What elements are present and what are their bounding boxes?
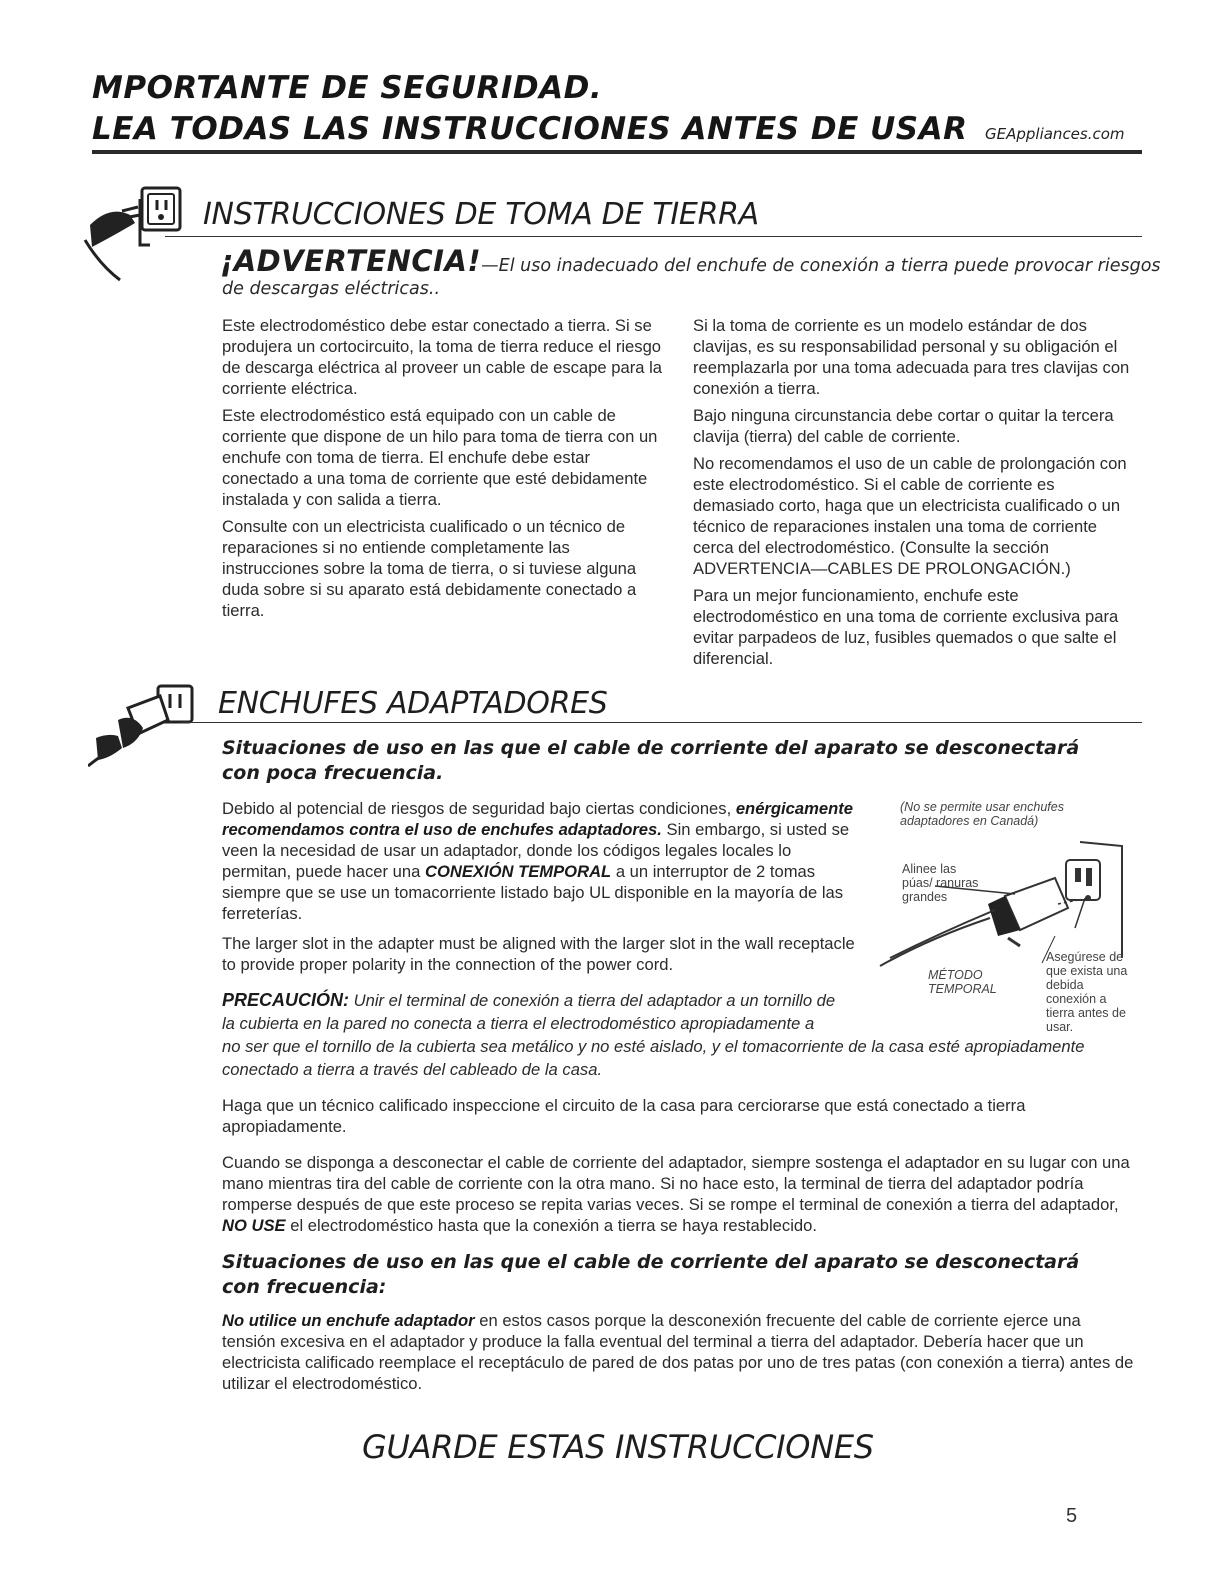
- paragraph: Para un mejor funcionamiento, enchufe este electrodoméstico en una toma de corriente exclusiva para evitar parpadeos de luz, fusibles quemados o que salte el diferencial.: [693, 586, 1119, 668]
- text: Debido al potencial de riesgos de seguridad bajo ciertas condiciones,: [222, 799, 732, 818]
- emphasis-text: NO USE: [222, 1216, 286, 1235]
- emphasis-text: CONEXIÓN TEMPORAL: [424, 862, 612, 881]
- grounding-left-column: [222, 315, 670, 627]
- paragraph: Si la toma de corriente es un modelo estándar de dos clavijas, es su responsabilidad personal y su obligación el reemplazarla por una toma adecuada para tres clavijas con conexión a tierra.: [693, 316, 1130, 398]
- adapters-paragraph-5: [222, 1310, 1137, 1394]
- header-rule: [92, 150, 1142, 154]
- paragraph: Este electrodoméstico debe estar conectado a tierra. Si se produjera un cortocircuito, la toma de tierra reduce el riesgo de descarga eléctrica al proveer un cable de escape para la corriente eléctrica.: [222, 316, 663, 398]
- footer-title: GUARDE ESTAS INSTRUCCIONES: [362, 1428, 874, 1466]
- warning-text-line-2: de descargas eléctricas..: [222, 279, 441, 299]
- adapters-rule: [180, 722, 1142, 723]
- adapters-paragraph-3: Haga que un técnico calificado inspeccione el circuito de la casa para cerciorarse que está conectado a tierra apropiadamente.: [222, 1096, 1026, 1136]
- paragraph: Este electrodoméstico está equipado con un cable de corriente que dispone de un hilo para toma de tierra con un enchufe con toma de tierra. El enchufe debe estar conectado a una toma de corriente que esté debidamente instalada y con salida a tierra.: [222, 406, 658, 509]
- paragraph: Bajo ninguna circunstancia debe cortar o quitar la tercera clavija (tierra) del cable de corriente.: [693, 406, 1114, 446]
- adapters-subheading-1: Situaciones de uso en las que el cable de corriente del aparato se desconectará con poca frecuencia.: [222, 737, 1080, 784]
- page-number: 5: [1066, 1505, 1078, 1527]
- grounding-title: INSTRUCCIONES DE TOMA DE TIERRA: [203, 197, 759, 232]
- caution-line-4: conectado a tierra a través del cableado de la casa.: [222, 1060, 603, 1079]
- adapters-paragraph-4: [222, 1152, 1132, 1236]
- caution-label: PRECAUCIÓN:: [222, 990, 350, 1010]
- site-url[interactable]: GEAppliances.com: [985, 125, 1125, 143]
- adapters-paragraph-2: The larger slot in the adapter must be aligned with the larger slot in the wall receptacle to provide proper polarity in the connection of the power cord.: [222, 934, 855, 974]
- text: a un interruptor de 2 tomas siempre que se use un tomacorriente listado bajo UL disponible en la mayoría de las ferreterías.: [222, 862, 844, 923]
- caution-line-2: la cubierta en la pared no conecta a tierra el electrodoméstico apropiadamente a: [222, 1014, 815, 1033]
- adapter-plug-icon: [88, 678, 218, 778]
- text: en estos casos porque la desconexión frecuente del cable de corriente ejerce una tensión excesiva en el adaptador y produce la falla eventual del terminal a tierra del adaptador. Debería hacer que un electricista calificado reemplace el receptáculo de pared de dos patas por uno de tres patas (con conexión a tierra) antes de utilizar el electrodoméstico.: [222, 1311, 1134, 1393]
- grounding-right-column: [693, 315, 1133, 675]
- paragraph: Consulte con un electricista cualificado o un técnico de reparaciones si no entiende completamente las instrucciones sobre la toma de tierra, o si tuviese alguna duda sobre si su aparato está debidamente conectado a tierra.: [222, 517, 637, 620]
- emphasis-text: enérgicamente recomendamos contra el uso de enchufes adaptadores.: [222, 799, 853, 839]
- grounding-rule: [165, 236, 1142, 237]
- figure-align-label: Alinee las púas/ ranuras grandes: [902, 862, 979, 904]
- header-line-1: MPORTANTE DE SEGURIDAD.: [92, 70, 603, 106]
- figure-method-label: MÉTODO TEMPORAL: [928, 968, 997, 996]
- grounded-plug-outlet-icon: [80, 185, 200, 295]
- adapters-title: ENCHUFES ADAPTADORES: [218, 686, 608, 721]
- caution-line-1: [222, 990, 902, 1011]
- text: el electrodoméstico hasta que la conexión a tierra se haya restablecido.: [290, 1216, 817, 1235]
- emphasis-text: No utilice un enchufe adaptador: [222, 1311, 475, 1330]
- text: Cuando se disponga a desconectar el cable de corriente del adaptador, siempre sostenga el adaptador en su lugar con una mano mientras tira del cable de corriente con la otra mano. Si no hace esto, la terminal de tierra del adaptador podría romperse después de que este proceso se repita varias veces. Si se rompe el terminal de conexión a tierra del adaptador,: [222, 1153, 1130, 1214]
- header-line-2: LEA TODAS LAS INSTRUCCIONES ANTES DE USAR: [92, 111, 968, 147]
- adapters-subheading-2: Situaciones de uso en las que el cable de corriente del aparato se desconectará con frecuencia:: [222, 1251, 1080, 1298]
- warning-label: ¡ADVERTENCIA!: [220, 244, 482, 278]
- caution-line-3: no ser que el tornillo de la cubierta sea metálico y no esté aislado, y el tomacorriente de la casa esté apropiadamente: [222, 1037, 1085, 1056]
- caution-text: Unir el terminal de conexión a tierra del adaptador a un tornillo de: [353, 991, 836, 1010]
- warning-line: [220, 244, 1161, 278]
- figure-ensure-label: Asegúrese de que exista una debida conexión a tierra antes de usar.: [1046, 950, 1128, 1034]
- paragraph: No recomendamos el uso de un cable de prolongación con este electrodoméstico. Si el cable de corriente es demasiado corto, haga que un electricista cualificado o un técnico de reparaciones instalen una toma de corriente cerca del electrodoméstico. (Consulte la sección ADVERTENCIA—CABLES DE PROLONGACIÓN.): [693, 454, 1127, 578]
- warning-text: —El uso inadecuado del enchufe de conexión a tierra puede provocar riesgos: [481, 256, 1161, 276]
- adapters-paragraph-1: [222, 798, 862, 924]
- text: Sin embargo, si usted se veen la necesidad de usar un adaptador, donde los códigos legales locales lo permitan, puede hacer una: [222, 820, 850, 881]
- figure-note: (No se permite usar enchufes adaptadores en Canadá): [900, 800, 1064, 828]
